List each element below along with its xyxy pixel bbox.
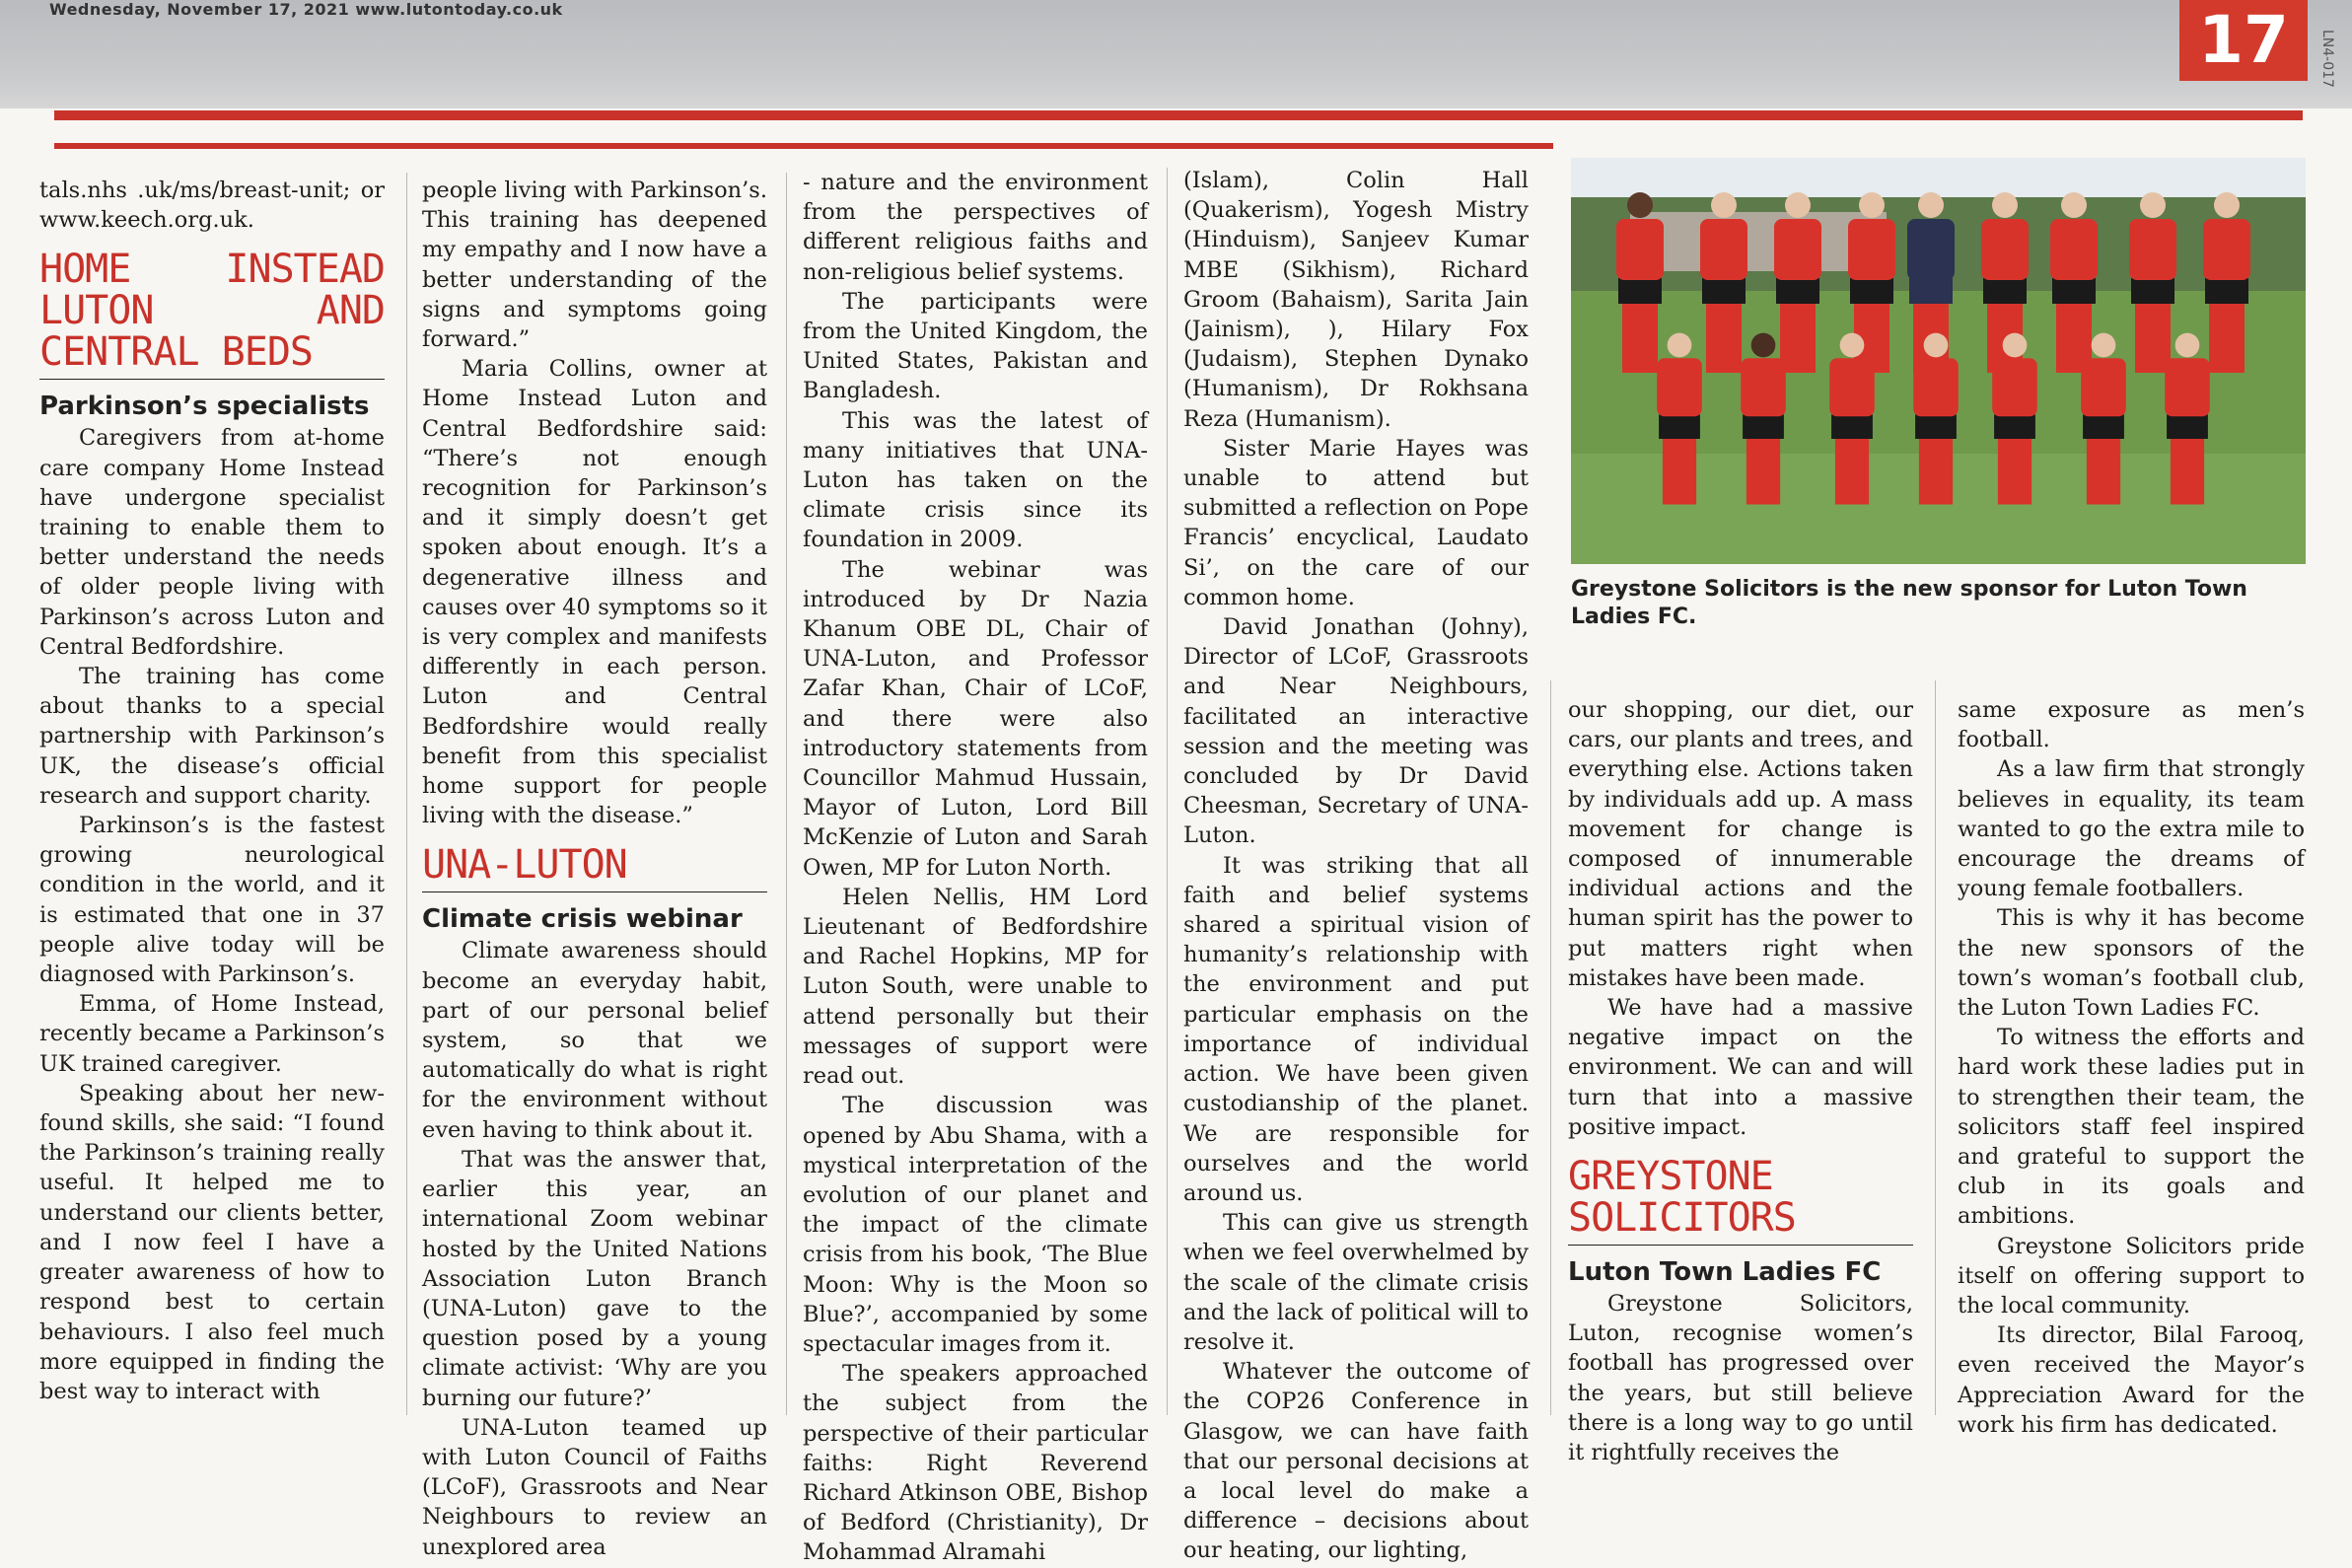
player-figure [1741,333,1786,505]
paragraph: same exposure as men’s football. [1958,697,2305,753]
column-divider [406,173,407,1415]
paragraph: (Islam), Colin Hall (Quakerism), Yogesh Mistry (Hinduism), Sanjeev Kumar MBE (Sikhism), Richard Groom (Bahaism), Sarita Jain (Jainism), ), Hilary Fox (Judaism), Stephen Dynako (Humanism), Dr Rokhsana Reza (Humanism). [1183,168,1529,432]
player-figure [2050,192,2098,373]
paragraph: The discussion was opened by Abu Shama, with a mystical interpretation of the evolution of our planet and the impact of the climate crisis from his book, ‘The Blue Moon: Why is the Moon so Blue?’, accompanied by some spectacular images from it. [803,1093,1148,1357]
player-figure [1657,333,1702,505]
dateline: Wednesday, November 17, 2021 www.lutontoday.co.uk [49,0,563,19]
photo-caption: Greystone Solicitors is the new sponsor for Luton Town Ladies FC. [1571,577,2247,629]
column-3 [803,168,1148,1568]
paragraph: Its director, Bilal Farooq, even received the Mayor’s Appreciation Award for the work his firm has dedicated. [1958,1322,2305,1438]
column-1 [39,176,385,1406]
paragraph: our shopping, our diet, our cars, our plants and trees, and everything else. Actions taken by individuals add up. A mass movement for change is composed of innumerable individual actions and the human spirit has the power to put matters right when mistakes have been made. [1568,697,1913,991]
player-figure [2081,333,2126,505]
paragraph: Caregivers from at-home care company Home Instead have undergone specialist training to enable them to better understand the needs of older people living with Parkinson’s across Luton and Central Bedfordshire. [39,425,385,660]
player-figure [2129,192,2176,373]
paragraph: Maria Collins, owner at Home Instead Luton and Central Bedfordshire said: “There’s not enough recognition for Parkinson’s and it simply doesn’t get spoken about enough. It’s a degenerative illness and causes over 40 symptoms so it is very complex and manifests differently in each person. Luton and Central Bedfordshire would really benefit from this specialist home support for people living with the disease.” [422,356,767,829]
column-divider [1935,680,1936,1415]
paragraph: Greystone Solicitors, Luton, recognise women’s football has progressed over the years, but still believe there is a long way to go until it rightfully receives the [1568,1291,1913,1466]
team-photo [1571,158,2306,564]
section-heading-una-luton: UNA-LUTON [422,844,767,892]
paragraph: It was striking that all faith and belief systems shared a spiritual vision of humanity’s relationship with the environment and put particular emphasis on the importance of individual action. We have been given custodianship of the planet. We are responsible for ourselves and the world around us. [1183,852,1529,1206]
paragraph: Helen Nellis, HM Lord Lieutenant of Bedfordshire and Rachel Hopkins, MP for Luton South, were unable to attend personally but their messages of support were read out. [803,884,1148,1090]
paragraph: The participants were from the United Kingdom, the United States, Pakistan and Bangladesh. [803,288,1148,404]
paragraph: That was the answer that, earlier this year, an international Zoom webinar hosted by the United Nations Association Luton Branch (UNA-Luton) gave to the question posed by a young climate activist: ‘Why are you burning our future?’ [422,1146,767,1411]
page-number: 17 [2179,0,2308,81]
football-team-image [1571,158,2306,564]
player-figure [1616,192,1664,373]
paragraph: tals.nhs .uk/ms/breast-unit; or www.keech.org.uk. [39,178,385,234]
section-heading-home-instead: HOME INSTEAD LUTON AND CENTRAL BEDS [39,249,385,380]
column-5 [1568,695,1913,1467]
paragraph: Speaking about her new-found skills, she said: “I found the Parkinson’s training really useful. It helped me to understand our clients better, and I now feel I have a greater awareness of how to respond best to certain behaviours. I also feel much more equipped in finding the best way to interact with [39,1080,385,1404]
column-divider [786,173,787,1415]
column-2 [422,176,767,1562]
paragraph: Whatever the outcome of the COP26 Conference in Glasgow, we can have faith that our personal decisions at a local level do make a difference – decisions about our heating, our lighting, [1183,1359,1529,1564]
paragraph: To witness the efforts and hard work these ladies put in to strengthen their team, the solicitors staff feel inspired and grateful to support the club in its goals and ambitions. [1958,1025,2305,1230]
section-heading-greystone: GREYSTONE SOLICITORS [1568,1156,1913,1246]
player-figure [2165,333,2210,505]
page-code: LN4-017 [2319,30,2335,88]
player-figure [1913,333,1959,505]
paragraph: Parkinson’s is the fastest growing neurological condition in the world, and it is estimated that one in 37 people alive today will be diagnosed with Parkinson’s. [39,813,385,988]
paragraph: This is why it has become the new sponsors of the town’s woman’s football club, the Luton Town Ladies FC. [1958,905,2305,1022]
column-4 [1183,166,1529,1566]
paragraph: As a law firm that strongly believes in equality, its team wanted to go the extra mile to encourage the dreams of young female footballers. [1958,756,2305,902]
paragraph: people living with Parkinson’s. This training has deepened my empathy and I now have a better understanding of the signs and symptoms going forward.” [422,178,767,353]
paragraph: The webinar was introduced by Dr Nazia Khanum OBE DL, Chair of UNA-Luton, and Professor Zafar Khan, Chair of LCoF, and there were also introductory statements from Councillor Mahmud Hussain, Mayor of Luton, Lord Bill McKenzie of Luton and Sarah Owen, MP for Luton North. [803,556,1148,881]
column-6 [1958,695,2305,1440]
paragraph: UNA-Luton teamed up with Luton Council of Faiths (LCoF), Grassroots and Near Neighbours to review an unexplored area [422,1414,767,1560]
paragraph: Greystone Solicitors pride itself on offering support to the local community. [1958,1233,2305,1319]
paragraph: We have had a massive negative impact on the environment. We can and will turn that into a massive positive impact. [1568,995,1913,1140]
paragraph: The speakers approached the subject from the perspective of their particular faiths: Right Reverend Richard Atkinson OBE, Bishop of Bedford (Christianity), Dr Mohammad Alramahi [803,1361,1148,1566]
paragraph: The training has come about thanks to a special partnership with Parkinson’s UK, the disease’s official research and support charity. [39,664,385,809]
subheading-parkinsons: Parkinson’s specialists [39,392,370,422]
paragraph: Climate awareness should become an everyday habit, part of our personal belief system, so that we automatically do what is right for the environment without even having to think about it. [422,938,767,1143]
player-figure [1774,192,1821,373]
subheading-climate: Climate crisis webinar [422,904,743,935]
header-rule [54,110,2303,120]
paragraph: Emma, of Home Instead, recently became a Parkinson’s UK trained caregiver. [39,991,385,1077]
paragraph: This was the latest of many initiatives that UNA-Luton has taken on the climate crisis since its foundation in 2009. [803,407,1148,553]
player-figure [1829,333,1875,505]
player-figure [2203,192,2250,373]
player-figure [1992,333,2037,505]
paragraph: This can give us strength when we feel overwhelmed by the scale of the climate crisis and the lack of political will to resolve it. [1183,1210,1529,1355]
column-divider [1167,168,1168,1415]
column-divider [1550,680,1551,1415]
paragraph: David Jonathan (Johny), Director of LCoF, Grassroots and Near Neighbours, facilitated an interactive session and the meeting was concluded by Dr David Cheesman, Secretary of UNA-Luton. [1183,614,1529,849]
paragraph: Sister Marie Hayes was unable to attend but submitted a reflection on Pope Francis’ encyclical, Laudato Si’, on the care of our common home. [1183,435,1529,610]
subheading-luton-town-ladies: Luton Town Ladies FC [1568,1257,1882,1288]
section-rule [54,143,1553,149]
player-figure [1700,192,1747,373]
paragraph: - nature and the environment from the perspectives of different religious faiths and non-religious belief systems. [803,170,1148,285]
